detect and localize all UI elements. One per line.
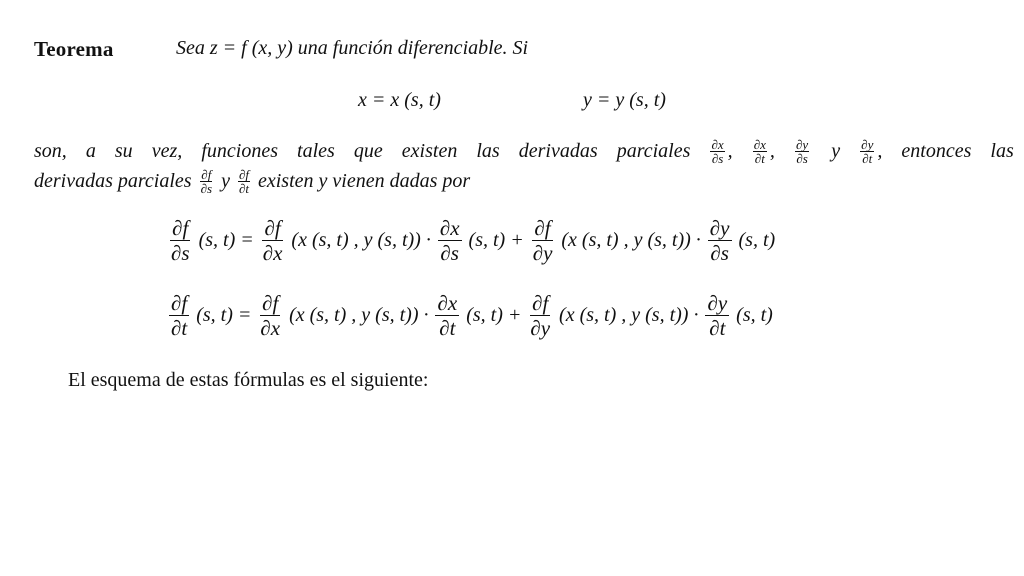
- prose-line-2: [34, 168, 1014, 195]
- fraction: $\frac{\partial y}{\partial s}$: [709, 216, 730, 265]
- fraction: $\frac{\partial f}{\partial t}$: [171, 291, 188, 340]
- theorem-intro: Sea z = f (x, y) una función diferenciable. Si: [176, 37, 529, 59]
- inline-fraction: $\frac{\partial f}{\partial s}$: [200, 167, 213, 196]
- prose-text: y: [221, 170, 230, 192]
- inline-fraction-group: $\frac{\partial y}{\partial t}$ ,: [861, 137, 883, 166]
- word: son,: [34, 140, 67, 162]
- inline-fraction-group: [794, 138, 812, 165]
- prose-line-1: [34, 138, 1014, 165]
- inline-fraction: $\frac{\partial f}{\partial t}$: [238, 167, 249, 196]
- inline-fraction: $\frac{\partial x}{\partial s}$: [711, 137, 724, 166]
- fraction: $\frac{\partial f}{\partial x}$: [260, 291, 281, 340]
- word: funciones: [201, 140, 278, 162]
- chain-rule-equation-s: $\frac{\partial f}{\partial s}$ (s, t) = $\frac{\partial f}{\partial x}$ (x (s, t) , y (s, t)) · $\frac{\partial x}{\partial s}$ (s, t) + $\frac{\partial f}{\partial y}$ (x (s, t) , y (s, t)) · $\frac{\partial y}{\partial s}$ (s, t): [171, 216, 776, 265]
- theorem-label: Teorema: [34, 37, 114, 61]
- word: tales: [297, 140, 335, 162]
- equation-y: y = y (s, t): [583, 89, 666, 111]
- equation-x: x = x (s, t): [358, 89, 441, 111]
- inline-fraction-group: $\frac{\partial x}{\partial s}$ ,: [711, 137, 733, 166]
- inline-fraction: $\frac{\partial y}{\partial t}$: [861, 137, 874, 166]
- word: su: [114, 140, 133, 162]
- fraction: $\frac{\partial x}{\partial s}$: [439, 216, 460, 265]
- fraction: $\frac{\partial f}{\partial y}$: [532, 216, 553, 265]
- fraction: $\frac{\partial f}{\partial x}$: [262, 216, 283, 265]
- fraction: $\frac{\partial y}{\partial t}$: [707, 291, 728, 340]
- word: las: [476, 140, 500, 162]
- word: las: [990, 140, 1014, 162]
- prose-text: derivadas parciales: [34, 170, 192, 192]
- inline-fraction-group: $\frac{\partial x}{\partial t}$ ,: [753, 137, 775, 166]
- word: que: [353, 140, 383, 162]
- word: entonces: [901, 140, 972, 162]
- word: a: [85, 140, 96, 162]
- word: vez,: [151, 140, 183, 162]
- inline-fraction: $\frac{\partial y}{\partial s}$: [795, 137, 809, 166]
- word: y: [831, 140, 841, 162]
- fraction: $\frac{\partial f}{\partial s}$: [171, 216, 190, 265]
- prose-text: existen y vienen dadas por: [258, 170, 471, 192]
- word: parciales: [616, 140, 691, 162]
- fraction: $\frac{\partial x}{\partial t}$: [437, 291, 458, 340]
- word: existen: [401, 140, 458, 162]
- scheme-text: El esquema de estas fórmulas es el siguiente:: [68, 369, 429, 391]
- fraction: $\frac{\partial f}{\partial y}$: [530, 291, 551, 340]
- word: derivadas: [518, 140, 598, 162]
- inline-fraction: $\frac{\partial x}{\partial t}$: [753, 137, 766, 166]
- chain-rule-equation-t: $\frac{\partial f}{\partial t}$ (s, t) = $\frac{\partial f}{\partial x}$ (x (s, t) , y (s, t)) · $\frac{\partial x}{\partial t}$ (s, t) + $\frac{\partial f}{\partial y}$ (x (s, t) , y (s, t)) · $\frac{\partial y}{\partial t}$ (s, t): [171, 291, 773, 340]
